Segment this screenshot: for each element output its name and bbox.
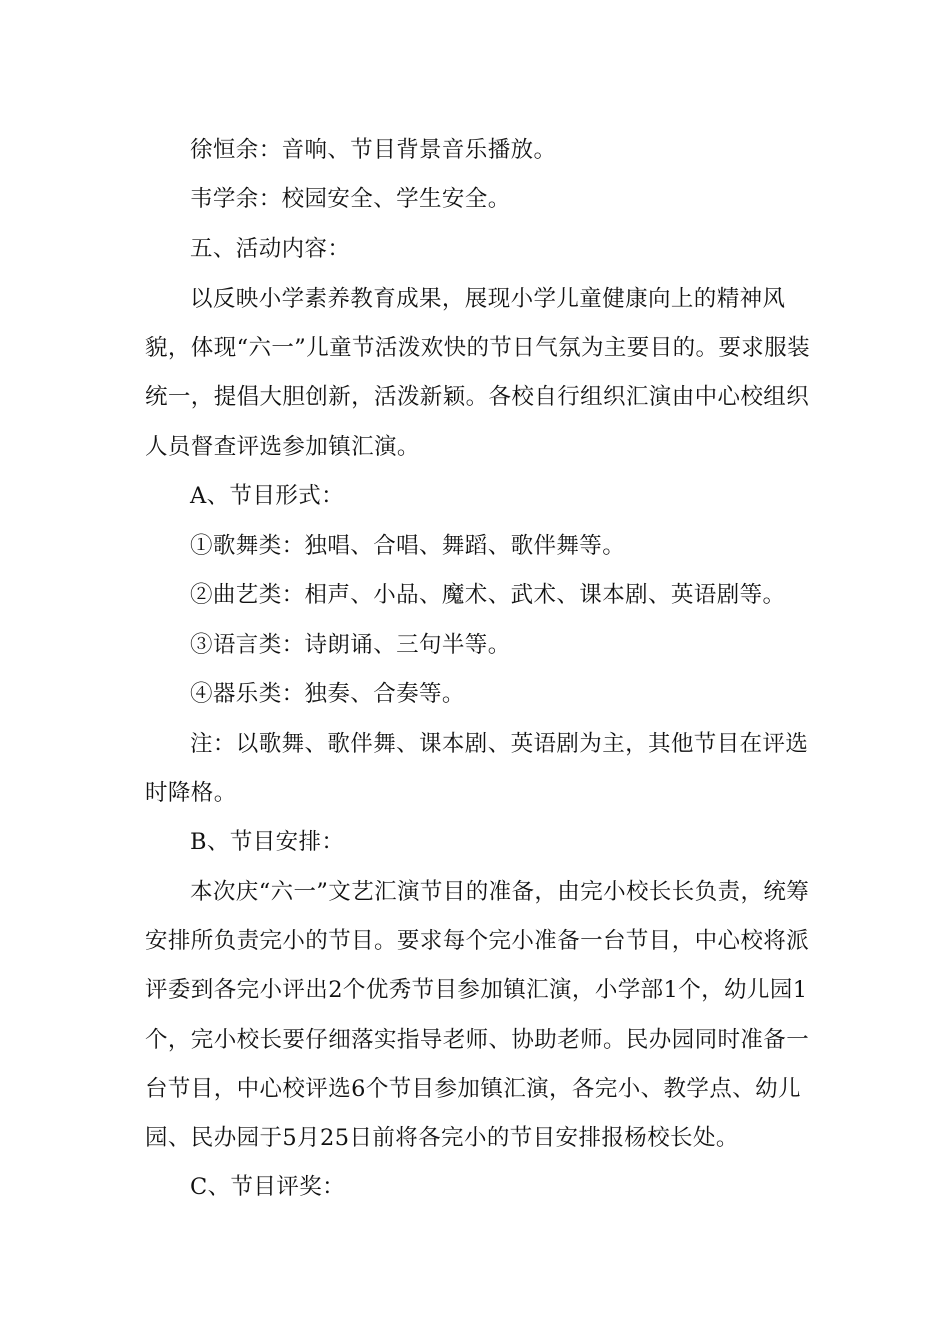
list-item-song-dance: ①歌舞类：独唱、合唱、舞蹈、歌伴舞等。 [190, 533, 626, 559]
section-heading-activity-content: 五、活动内容： [190, 236, 351, 262]
subheading-program-forms: A、节目形式： [190, 483, 345, 509]
paragraph-staff-safety: 韦学余：校园安全、学生安全。 [190, 186, 511, 212]
list-item-instrumental: ④器乐类：独奏、合奏等。 [190, 681, 465, 707]
list-item-language: ③语言类：诗朗诵、三句半等。 [190, 632, 511, 658]
paragraph-arrangement-details: 本次庆“六一”文艺汇演节目的准备，由完小校长长负责，统筹安排所负责完小的节目。要求每个完小准备一台节目，中心校将派评委到各完小评出2个优秀节目参加镇汇演，小学部1个，幼儿园1个，完小校长要仔细落实指导老师、协助老师。民办园同时准备一台节目，中心校评选6个节目参加镇汇演，各完小、教学点、幼儿园、民办园于5月25日前将各完小的节目安排报杨校长处。 [145, 879, 810, 1152]
paragraph-note: 注：以歌舞、歌伴舞、课本剧、英语剧为主，其他节目在评选时降格。 [145, 731, 809, 807]
subheading-program-awards: C、节目评奖： [190, 1174, 346, 1200]
list-item-folk-arts: ②曲艺类：相声、小品、魔术、武术、课本剧、英语剧等。 [190, 582, 786, 608]
subheading-program-arrangement: B、节目安排： [190, 829, 345, 855]
paragraph-activity-description: 以反映小学素养教育成果，展现小学儿童健康向上的精神风貌，体现“六一”儿童节活泼欢快的节日气氛为主要目的。要求服装统一，提倡大胆创新，活泼新颖。各校自行组织汇演由中心校组织人员督查评选参加镇汇演。 [145, 286, 811, 460]
paragraph-staff-audio: 徐恒余：音响、节目背景音乐播放。 [190, 137, 557, 163]
